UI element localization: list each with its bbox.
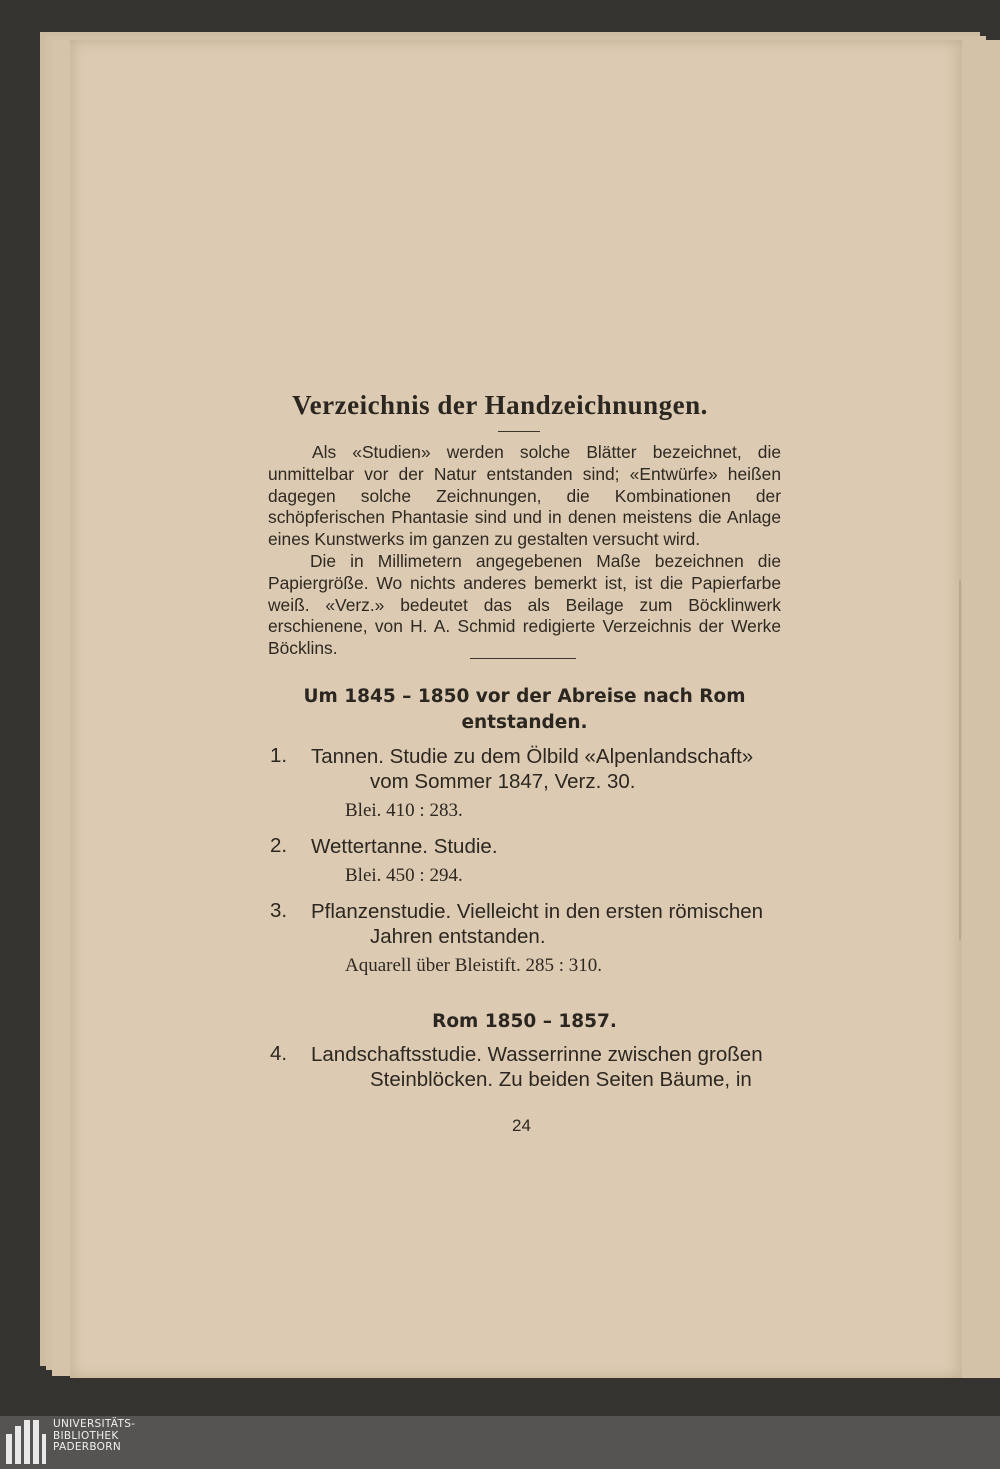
entry-number: 2.	[270, 834, 288, 857]
library-name	[53, 1419, 135, 1454]
library-name-line-1: UNIVERSITÄTS-	[53, 1418, 136, 1430]
entry-4	[270, 1042, 785, 1092]
entry-1	[270, 744, 785, 822]
entry-medium-size: Blei. 410 : 283.	[345, 800, 463, 821]
section-heading-1845: Um 1845 – 1850 vor der Abreise nach Rom entstanden.	[303, 686, 746, 733]
entry-text-line-2: Jahren entstanden.	[370, 925, 546, 948]
entry-medium-size: Aquarell über Bleistift. 285 : 310.	[345, 955, 602, 976]
entry-text-line-2: vom Sommer 1847, Verz. 30.	[370, 770, 636, 793]
title-rule	[498, 431, 540, 432]
binding-thread-mark	[959, 580, 961, 940]
entry-number: 4.	[270, 1042, 288, 1065]
entry-number: 3.	[270, 899, 288, 922]
entry-text-line-1: Landschaftsstudie. Wasserrinne zwischen großen	[311, 1043, 763, 1066]
entry-number: 1.	[270, 744, 288, 767]
entry-text-line-2: Steinblöcken. Zu beiden Seiten Bäume, in	[370, 1068, 752, 1091]
page-number: 24	[512, 1116, 531, 1135]
library-logo-icon	[6, 1420, 50, 1464]
library-name-line-2: BIBLIOTHEK	[53, 1429, 119, 1442]
entry-text-line-1: Tannen. Studie zu dem Ölbild «Alpenlandschaft»	[311, 745, 754, 768]
page-title: Verzeichnis der Handzeichnungen.	[292, 390, 708, 420]
intro-paragraph-1: Als «Studien» werden solche Blätter bezeichnet, die unmittelbar vor der Natur entstanden sind; «Entwürfe» heißen dagegen solche Zeichnungen, die Kombinationen der schöpferischen Phantasie sind und in denen meistens die Anlage eines Kunstwerks im ganzen zu gestalten versucht wird.	[268, 442, 781, 550]
library-footer-bar	[0, 1416, 1000, 1469]
library-name-line-3: PADERBORN	[53, 1441, 121, 1453]
entry-3	[270, 899, 785, 977]
facing-page-edge	[962, 40, 1000, 1378]
entry-text-line-1: Pflanzenstudie. Vielleicht in den ersten römischen	[311, 900, 764, 923]
entry-text-line-1: Wettertanne. Studie.	[311, 835, 498, 858]
entry-medium-size: Blei. 450 : 294.	[345, 865, 463, 886]
intro-paragraph-2: Die in Millimetern angegebenen Maße bezeichnen die Papiergröße. Wo nichts anderes bemerkt ist, ist die Papierfarbe weiß. «Verz.» bedeutet das als Beilage zum Böcklinwerk erschienene, von H. A. Schmid redigierte Verzeichnis der Werke Böcklins.	[268, 550, 781, 659]
entry-2	[270, 834, 785, 887]
section-heading-rom: Rom 1850 – 1857.	[432, 1011, 617, 1032]
intro-text	[268, 442, 781, 660]
intro-rule	[470, 658, 576, 659]
